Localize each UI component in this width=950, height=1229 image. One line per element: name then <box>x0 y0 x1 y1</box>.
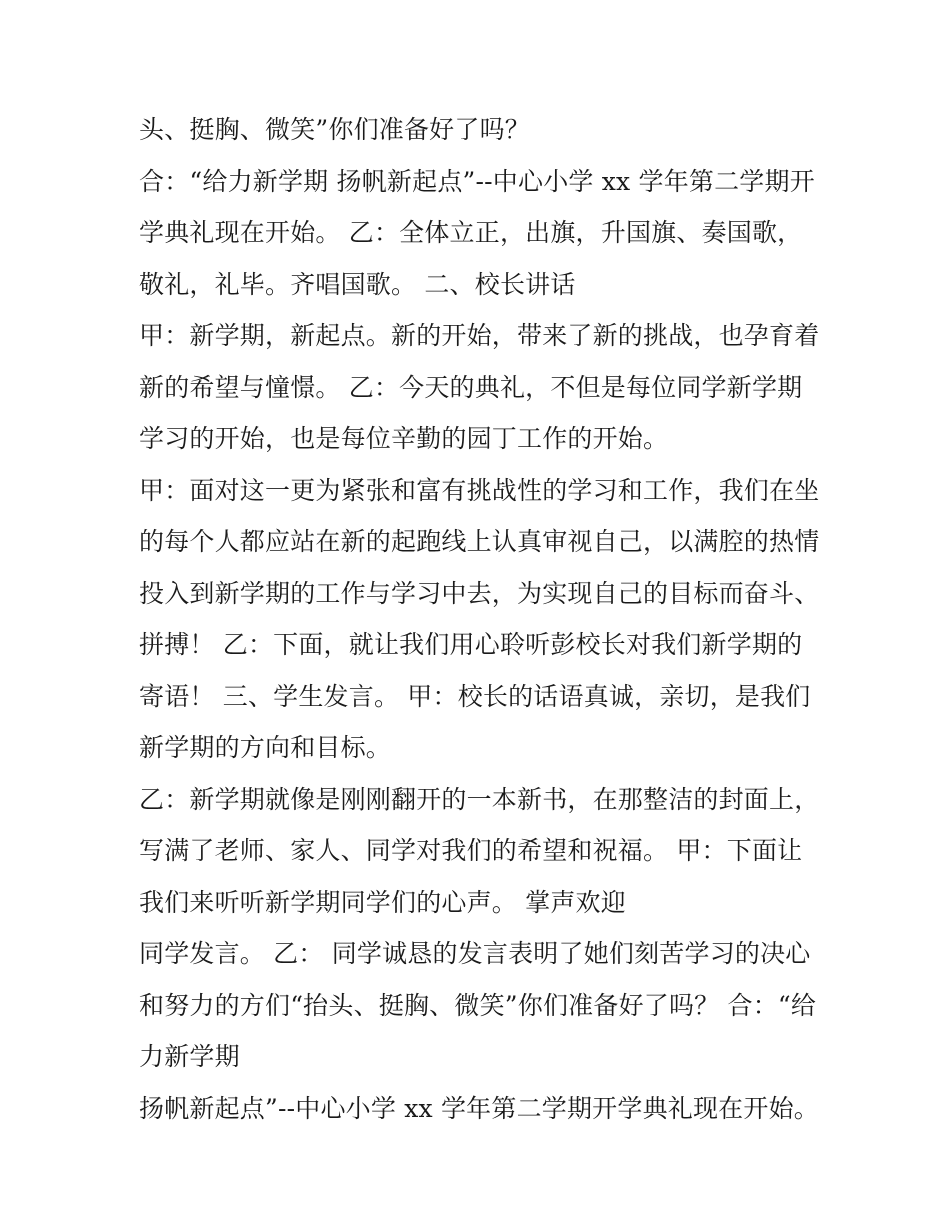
text-line: 头、挺胸、微笑”你们准备好了吗？ <box>139 115 530 144</box>
text-line: 拼搏！ 乙：下面，就让我们用心聆听彭校长对我们新学期的 <box>139 630 803 659</box>
text-line: 同学发言。 乙： 同学诚恳的发言表明了她们刻苦学习的决心 <box>139 939 811 968</box>
text-line: 学习的开始，也是每位辛勤的园丁工作的开始。 <box>139 424 669 453</box>
text-line: 力新学期 <box>139 1042 240 1071</box>
text-line: 敬礼，礼毕。齐唱国歌。 二、校长讲话 <box>139 269 576 299</box>
text-line: 甲：面对这一更为紧张和富有挑战性的学习和工作，我们在坐 <box>139 475 820 505</box>
text-line: 投入到新学期的工作与学习中去，为实现自己的目标而奋斗、 <box>139 578 820 608</box>
text-line: 新学期的方向和目标。 <box>139 733 392 762</box>
text-line: 我们来听听新学期同学们的心声。 掌声欢迎 <box>139 887 626 917</box>
text-line: 的每个人都应站在新的起跑线上认真审视自己，以满腔的热情 <box>139 527 820 556</box>
text-line: 学典礼现在开始。 乙：全体立正，出旗，升国旗、奏国歌， <box>139 218 803 247</box>
text-line: 新的希望与憧憬。 乙：今天的典礼，不但是每位同学新学期 <box>139 372 803 402</box>
text-line: 写满了老师、家人、同学对我们的希望和祝福。 甲：下面让 <box>139 836 803 865</box>
text-line: 扬帆新起点”--中心小学 xx 学年第二学期开学典礼现在开始。 <box>139 1093 819 1123</box>
text-line: 合：“给力新学期 扬帆新起点”--中心小学 xx 学年第二学期开 <box>139 166 815 196</box>
text-line: 甲：新学期，新起点。新的开始，带来了新的挑战，也孕育着 <box>139 321 820 350</box>
text-line: 寄语！ 三、学生发言。 甲：校长的话语真诚，亲切，是我们 <box>139 681 811 711</box>
text-line: 乙：新学期就像是刚刚翻开的一本新书，在那整洁的封面上， <box>139 784 820 814</box>
document-body <box>139 104 829 1134</box>
text-line: 和努力的方们“抬头、挺胸、微笑”你们准备好了吗？ 合：“给 <box>139 990 817 1020</box>
